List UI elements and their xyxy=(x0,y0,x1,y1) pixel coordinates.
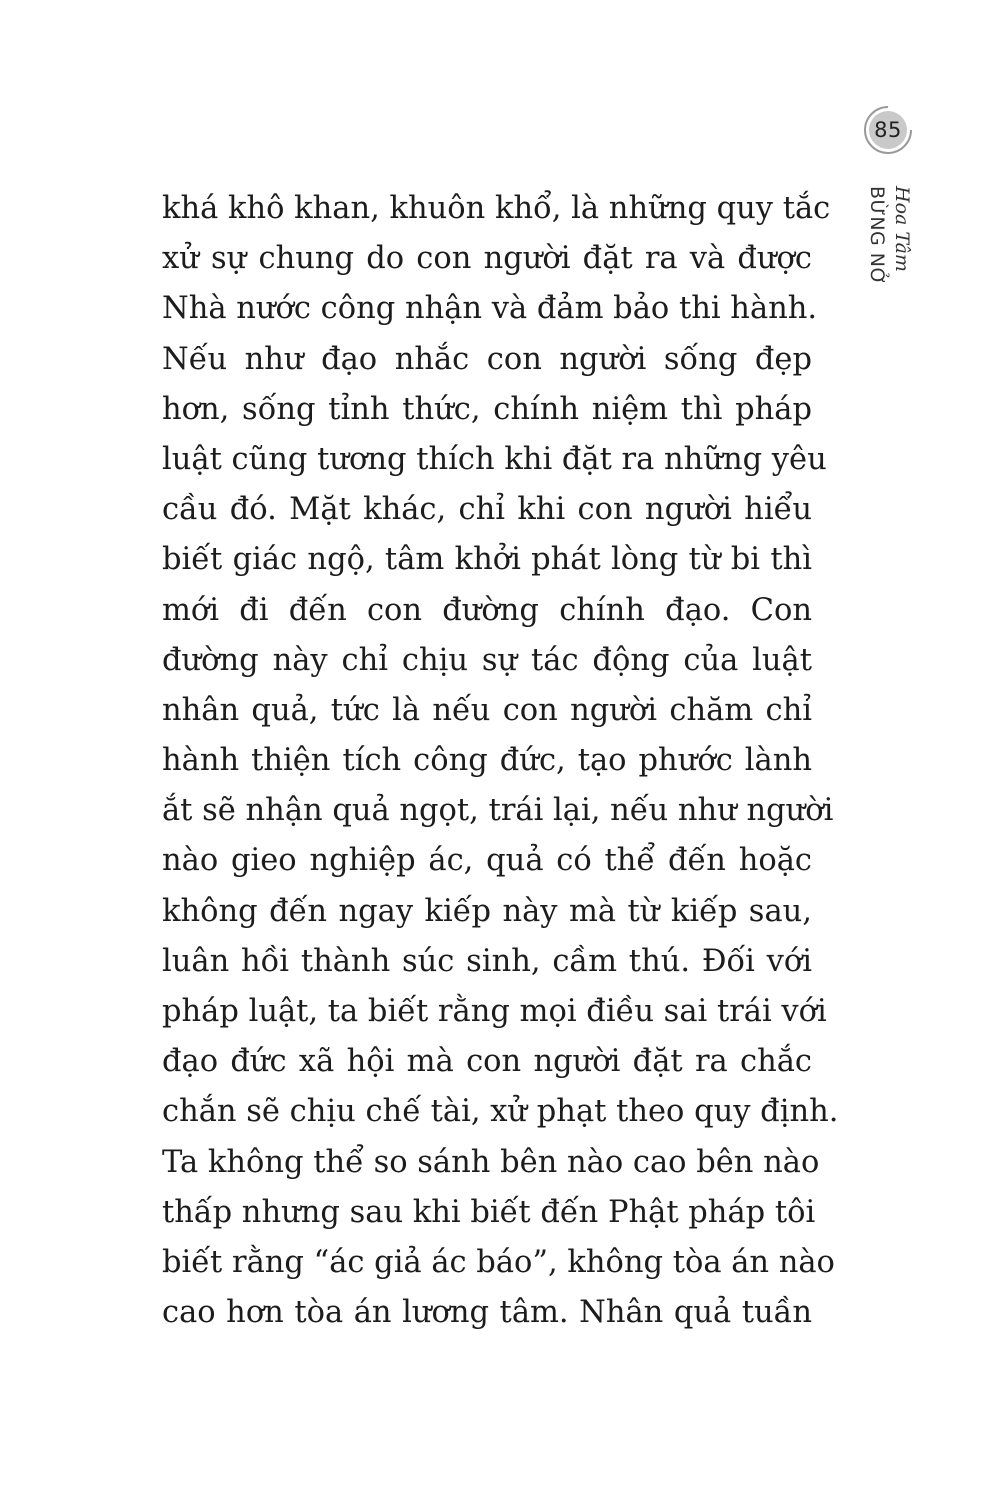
text-line: không đến ngay kiếp này mà từ kiếp sau, xyxy=(162,893,812,929)
page-number-badge xyxy=(862,104,914,156)
book-title-caps: BỪNG NỞ xyxy=(866,186,888,286)
text-line: đạo đức xã hội mà con người đặt ra chắc xyxy=(162,1044,812,1080)
text-line: biết rằng “ác giả ác báo”, không tòa án nào xyxy=(162,1244,835,1280)
text-line: xử sự chung do con người đặt ra và được xyxy=(162,241,812,277)
text-line: hành thiện tích công đức, tạo phước lành xyxy=(162,743,812,779)
text-line: hơn, sống tỉnh thức, chính niệm thì pháp xyxy=(162,391,812,427)
text-line: Ta không thể so sánh bên nào cao bên nào xyxy=(162,1144,820,1180)
text-line: chắn sẽ chịu chế tài, xử phạt theo quy định. xyxy=(162,1094,839,1130)
text-line: thấp nhưng sau khi biết đến Phật pháp tôi xyxy=(162,1194,816,1230)
text-line: luân hồi thành súc sinh, cầm thú. Đối với xyxy=(162,943,812,979)
page-number: 85 xyxy=(874,118,902,142)
text-line: mới đi đến con đường chính đạo. Con xyxy=(162,592,812,628)
text-line: ắt sẽ nhận quả ngọt, trái lại, nếu như người xyxy=(162,793,834,829)
body-paragraph xyxy=(162,184,839,1338)
text-line: luật cũng tương thích khi đặt ra những yêu xyxy=(162,441,827,477)
text-line: đường này chỉ chịu sự tác động của luật xyxy=(162,642,812,678)
text-line: cao hơn tòa án lương tâm. Nhân quả tuần xyxy=(162,1295,812,1331)
text-line: nhân quả, tức là nếu con người chăm chỉ xyxy=(162,692,812,728)
text-line: khá khô khan, khuôn khổ, là những quy tắc xyxy=(162,191,831,226)
book-title-script: Hoa Tâm xyxy=(891,186,913,272)
text-line: nào gieo nghiệp ác, quả có thể đến hoặc xyxy=(162,843,812,879)
text-line: Nếu như đạo nhắc con người sống đẹp xyxy=(162,341,812,377)
running-book-title xyxy=(864,186,920,296)
text-line: cầu đó. Mặt khác, chỉ khi con người hiểu xyxy=(162,492,812,528)
text-line: Nhà nước công nhận và đảm bảo thi hành. xyxy=(162,291,818,327)
text-line: biết giác ngộ, tâm khởi phát lòng từ bi thì xyxy=(162,542,812,578)
text-line: pháp luật, ta biết rằng mọi điều sai trái với xyxy=(162,994,827,1029)
